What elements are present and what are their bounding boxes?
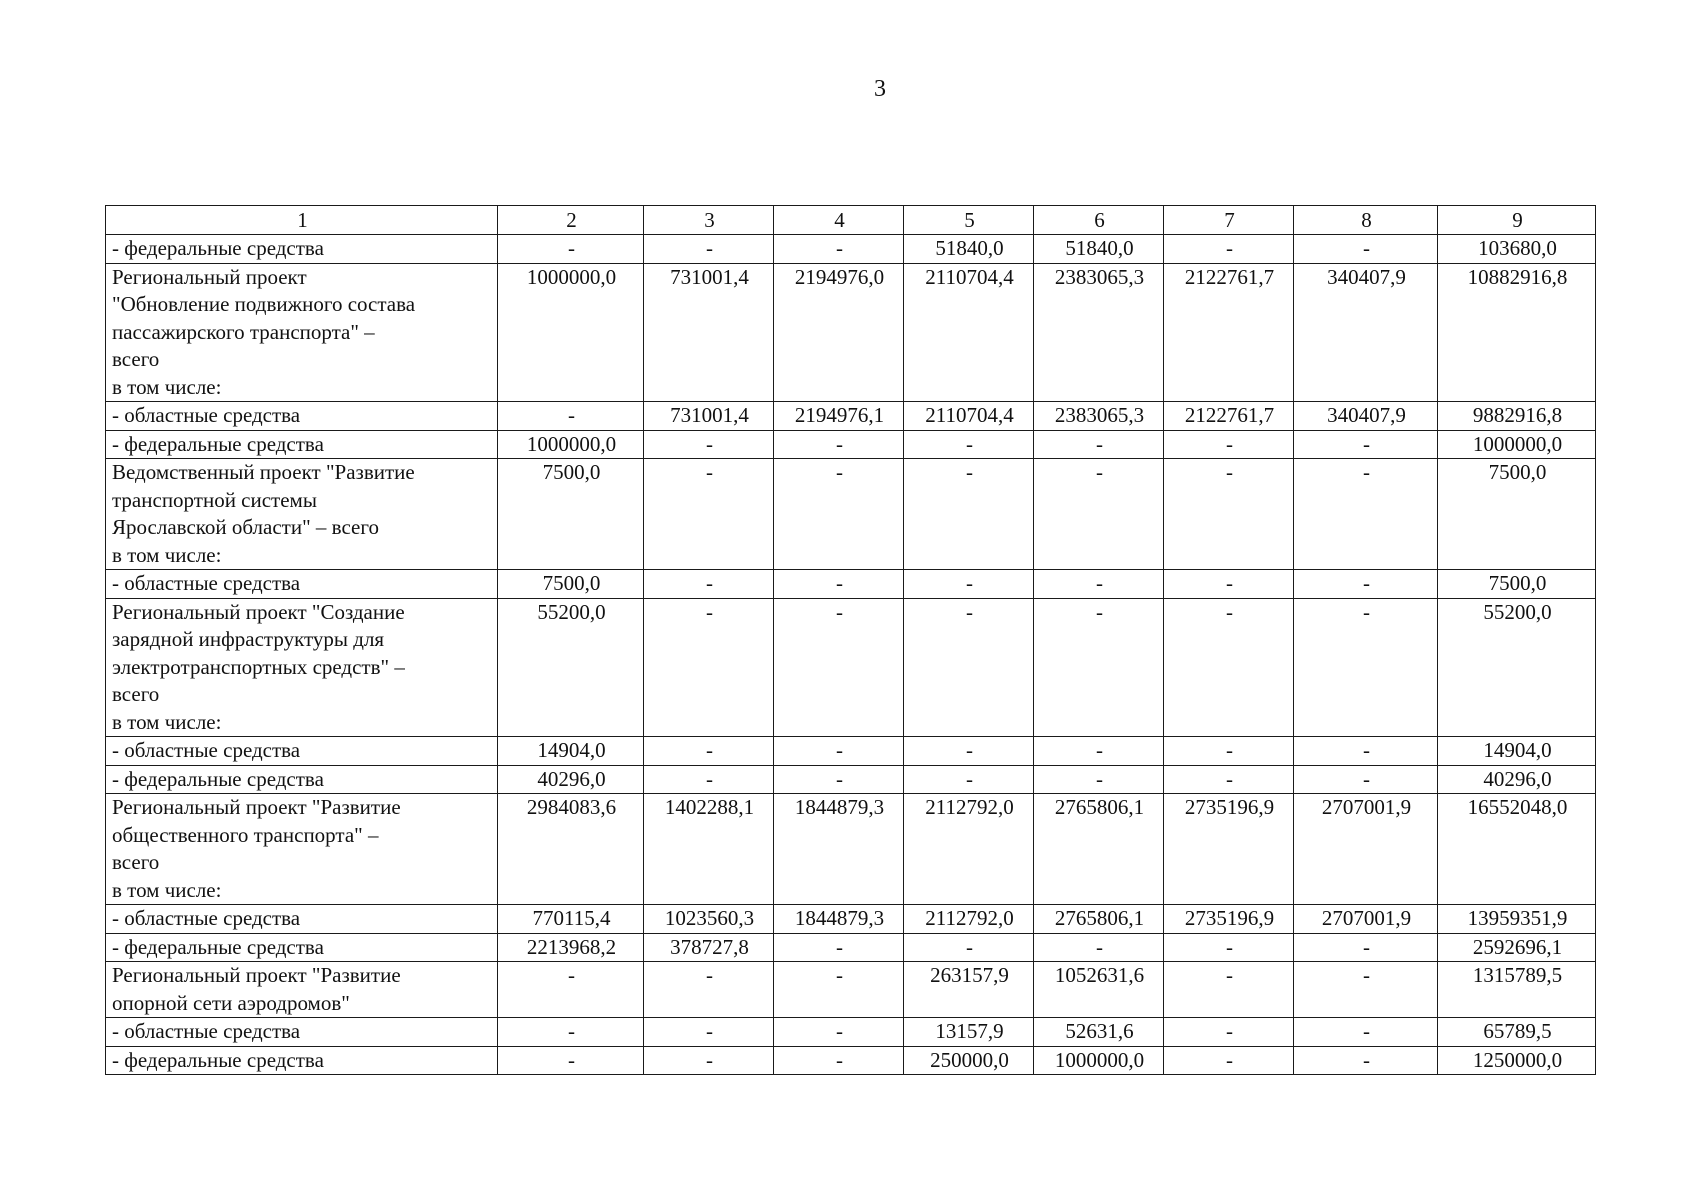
value-cell: - bbox=[1034, 933, 1164, 962]
value-cell: 2112792,0 bbox=[904, 905, 1034, 934]
value-cell: 13157,9 bbox=[904, 1018, 1034, 1047]
value-cell: 2735196,9 bbox=[1164, 905, 1294, 934]
row-label: - областные средства bbox=[106, 402, 498, 431]
value-cell: - bbox=[1164, 737, 1294, 766]
value-cell: - bbox=[774, 933, 904, 962]
funding-source-row bbox=[106, 1018, 1596, 1047]
value-cell: 2110704,4 bbox=[904, 402, 1034, 431]
value-cell: - bbox=[498, 235, 644, 264]
value-cell: - bbox=[1294, 570, 1438, 599]
value-cell: 1844879,3 bbox=[774, 794, 904, 905]
value-cell: 2765806,1 bbox=[1034, 794, 1164, 905]
value-cell: 250000,0 bbox=[904, 1046, 1034, 1075]
row-label: Ведомственный проект "Развитие транспортной системы Ярославской области" – всего в том числе: bbox=[106, 459, 498, 570]
value-cell: - bbox=[1164, 1046, 1294, 1075]
value-cell: - bbox=[498, 402, 644, 431]
value-cell: - bbox=[904, 430, 1034, 459]
value-cell: - bbox=[774, 1046, 904, 1075]
value-cell: 40296,0 bbox=[1438, 765, 1596, 794]
funding-source-row bbox=[106, 933, 1596, 962]
value-cell: 13959351,9 bbox=[1438, 905, 1596, 934]
value-cell: - bbox=[498, 1046, 644, 1075]
value-cell: - bbox=[644, 765, 774, 794]
value-cell: 1000000,0 bbox=[1438, 430, 1596, 459]
value-cell: - bbox=[644, 430, 774, 459]
value-cell: - bbox=[774, 962, 904, 1018]
value-cell: - bbox=[1164, 1018, 1294, 1047]
value-cell: - bbox=[774, 598, 904, 737]
value-cell: 2707001,9 bbox=[1294, 905, 1438, 934]
value-cell: 1250000,0 bbox=[1438, 1046, 1596, 1075]
column-header: 4 bbox=[774, 206, 904, 235]
value-cell: - bbox=[774, 459, 904, 570]
value-cell: - bbox=[1164, 962, 1294, 1018]
value-cell: - bbox=[904, 570, 1034, 599]
value-cell: - bbox=[1034, 765, 1164, 794]
value-cell: - bbox=[1294, 1018, 1438, 1047]
column-header: 5 bbox=[904, 206, 1034, 235]
funding-source-row bbox=[106, 905, 1596, 934]
project-row bbox=[106, 962, 1596, 1018]
project-row bbox=[106, 459, 1596, 570]
value-cell: 2735196,9 bbox=[1164, 794, 1294, 905]
value-cell: 340407,9 bbox=[1294, 263, 1438, 402]
project-row bbox=[106, 794, 1596, 905]
value-cell: - bbox=[1164, 459, 1294, 570]
value-cell: - bbox=[904, 933, 1034, 962]
value-cell: - bbox=[1164, 430, 1294, 459]
value-cell: - bbox=[1294, 1046, 1438, 1075]
row-label: - федеральные средства bbox=[106, 933, 498, 962]
row-label: - федеральные средства bbox=[106, 430, 498, 459]
value-cell: - bbox=[1034, 737, 1164, 766]
value-cell: 14904,0 bbox=[498, 737, 644, 766]
value-cell: 731001,4 bbox=[644, 402, 774, 431]
project-row bbox=[106, 598, 1596, 737]
value-cell: - bbox=[1294, 235, 1438, 264]
value-cell: 2122761,7 bbox=[1164, 263, 1294, 402]
column-header: 3 bbox=[644, 206, 774, 235]
value-cell: 55200,0 bbox=[1438, 598, 1596, 737]
value-cell: - bbox=[644, 570, 774, 599]
value-cell: - bbox=[1034, 430, 1164, 459]
value-cell: 1023560,3 bbox=[644, 905, 774, 934]
value-cell: 103680,0 bbox=[1438, 235, 1596, 264]
value-cell: 2110704,4 bbox=[904, 263, 1034, 402]
value-cell: 40296,0 bbox=[498, 765, 644, 794]
value-cell: 7500,0 bbox=[498, 570, 644, 599]
value-cell: 263157,9 bbox=[904, 962, 1034, 1018]
value-cell: - bbox=[1294, 737, 1438, 766]
value-cell: 2383065,3 bbox=[1034, 402, 1164, 431]
value-cell: - bbox=[904, 737, 1034, 766]
value-cell: - bbox=[904, 765, 1034, 794]
value-cell: 1000000,0 bbox=[498, 263, 644, 402]
row-label: Региональный проект "Развитие опорной сети аэродромов" bbox=[106, 962, 498, 1018]
row-label: Региональный проект "Обновление подвижного состава пассажирского транспорта" – всего в том числе: bbox=[106, 263, 498, 402]
column-header: 7 bbox=[1164, 206, 1294, 235]
value-cell: 2213968,2 bbox=[498, 933, 644, 962]
value-cell: 1000000,0 bbox=[498, 430, 644, 459]
value-cell: - bbox=[1294, 962, 1438, 1018]
value-cell: - bbox=[644, 598, 774, 737]
funding-source-row bbox=[106, 765, 1596, 794]
value-cell: - bbox=[644, 235, 774, 264]
value-cell: - bbox=[644, 737, 774, 766]
value-cell: - bbox=[644, 1046, 774, 1075]
row-label: - федеральные средства bbox=[106, 765, 498, 794]
value-cell: 2194976,1 bbox=[774, 402, 904, 431]
value-cell: - bbox=[774, 235, 904, 264]
value-cell: - bbox=[1164, 598, 1294, 737]
value-cell: - bbox=[1164, 933, 1294, 962]
value-cell: 2707001,9 bbox=[1294, 794, 1438, 905]
value-cell: 55200,0 bbox=[498, 598, 644, 737]
funding-source-row bbox=[106, 235, 1596, 264]
column-header: 2 bbox=[498, 206, 644, 235]
value-cell: - bbox=[774, 737, 904, 766]
value-cell: - bbox=[1164, 570, 1294, 599]
budget-table bbox=[105, 205, 1596, 1075]
value-cell: - bbox=[904, 459, 1034, 570]
value-cell: 1315789,5 bbox=[1438, 962, 1596, 1018]
table-body bbox=[106, 235, 1596, 1075]
value-cell: 7500,0 bbox=[1438, 570, 1596, 599]
column-number-row bbox=[106, 206, 1596, 235]
value-cell: - bbox=[904, 598, 1034, 737]
value-cell: - bbox=[774, 570, 904, 599]
funding-source-row bbox=[106, 430, 1596, 459]
value-cell: - bbox=[1034, 570, 1164, 599]
row-label: - областные средства bbox=[106, 1018, 498, 1047]
value-cell: 340407,9 bbox=[1294, 402, 1438, 431]
value-cell: 2592696,1 bbox=[1438, 933, 1596, 962]
value-cell: - bbox=[774, 1018, 904, 1047]
value-cell: - bbox=[644, 1018, 774, 1047]
value-cell: - bbox=[644, 459, 774, 570]
value-cell: - bbox=[1294, 459, 1438, 570]
value-cell: - bbox=[1034, 598, 1164, 737]
value-cell: - bbox=[774, 765, 904, 794]
value-cell: - bbox=[774, 430, 904, 459]
column-header: 1 bbox=[106, 206, 498, 235]
value-cell: 2383065,3 bbox=[1034, 263, 1164, 402]
value-cell: - bbox=[1294, 765, 1438, 794]
value-cell: 731001,4 bbox=[644, 263, 774, 402]
value-cell: 7500,0 bbox=[1438, 459, 1596, 570]
funding-source-row bbox=[106, 570, 1596, 599]
value-cell: 1844879,3 bbox=[774, 905, 904, 934]
row-label: - областные средства bbox=[106, 737, 498, 766]
value-cell: 1000000,0 bbox=[1034, 1046, 1164, 1075]
row-label: Региональный проект "Развитие общественного транспорта" – всего в том числе: bbox=[106, 794, 498, 905]
value-cell: 51840,0 bbox=[904, 235, 1034, 264]
row-label: - областные средства bbox=[106, 905, 498, 934]
funding-source-row bbox=[106, 1046, 1596, 1075]
page-number: 3 bbox=[874, 76, 886, 102]
project-row bbox=[106, 263, 1596, 402]
value-cell: 2984083,6 bbox=[498, 794, 644, 905]
value-cell: - bbox=[1294, 933, 1438, 962]
value-cell: 10882916,8 bbox=[1438, 263, 1596, 402]
row-label: - федеральные средства bbox=[106, 235, 498, 264]
column-header: 8 bbox=[1294, 206, 1438, 235]
value-cell: - bbox=[498, 962, 644, 1018]
value-cell: 7500,0 bbox=[498, 459, 644, 570]
value-cell: 2765806,1 bbox=[1034, 905, 1164, 934]
value-cell: - bbox=[1164, 765, 1294, 794]
value-cell: - bbox=[1294, 598, 1438, 737]
value-cell: 770115,4 bbox=[498, 905, 644, 934]
value-cell: 2122761,7 bbox=[1164, 402, 1294, 431]
value-cell: 51840,0 bbox=[1034, 235, 1164, 264]
row-label: - федеральные средства bbox=[106, 1046, 498, 1075]
value-cell: 1052631,6 bbox=[1034, 962, 1164, 1018]
value-cell: - bbox=[1164, 235, 1294, 264]
row-label: - областные средства bbox=[106, 570, 498, 599]
value-cell: - bbox=[1294, 430, 1438, 459]
value-cell: 14904,0 bbox=[1438, 737, 1596, 766]
value-cell: 2112792,0 bbox=[904, 794, 1034, 905]
row-label: Региональный проект "Создание зарядной инфраструктуры для электротранспортных средств" – всего в том числе: bbox=[106, 598, 498, 737]
value-cell: 1402288,1 bbox=[644, 794, 774, 905]
value-cell: 378727,8 bbox=[644, 933, 774, 962]
value-cell: 9882916,8 bbox=[1438, 402, 1596, 431]
value-cell: 16552048,0 bbox=[1438, 794, 1596, 905]
value-cell: - bbox=[1034, 459, 1164, 570]
value-cell: 65789,5 bbox=[1438, 1018, 1596, 1047]
value-cell: - bbox=[644, 962, 774, 1018]
column-header: 9 bbox=[1438, 206, 1596, 235]
value-cell: 2194976,0 bbox=[774, 263, 904, 402]
value-cell: - bbox=[498, 1018, 644, 1047]
column-header: 6 bbox=[1034, 206, 1164, 235]
funding-source-row bbox=[106, 402, 1596, 431]
funding-source-row bbox=[106, 737, 1596, 766]
value-cell: 52631,6 bbox=[1034, 1018, 1164, 1047]
